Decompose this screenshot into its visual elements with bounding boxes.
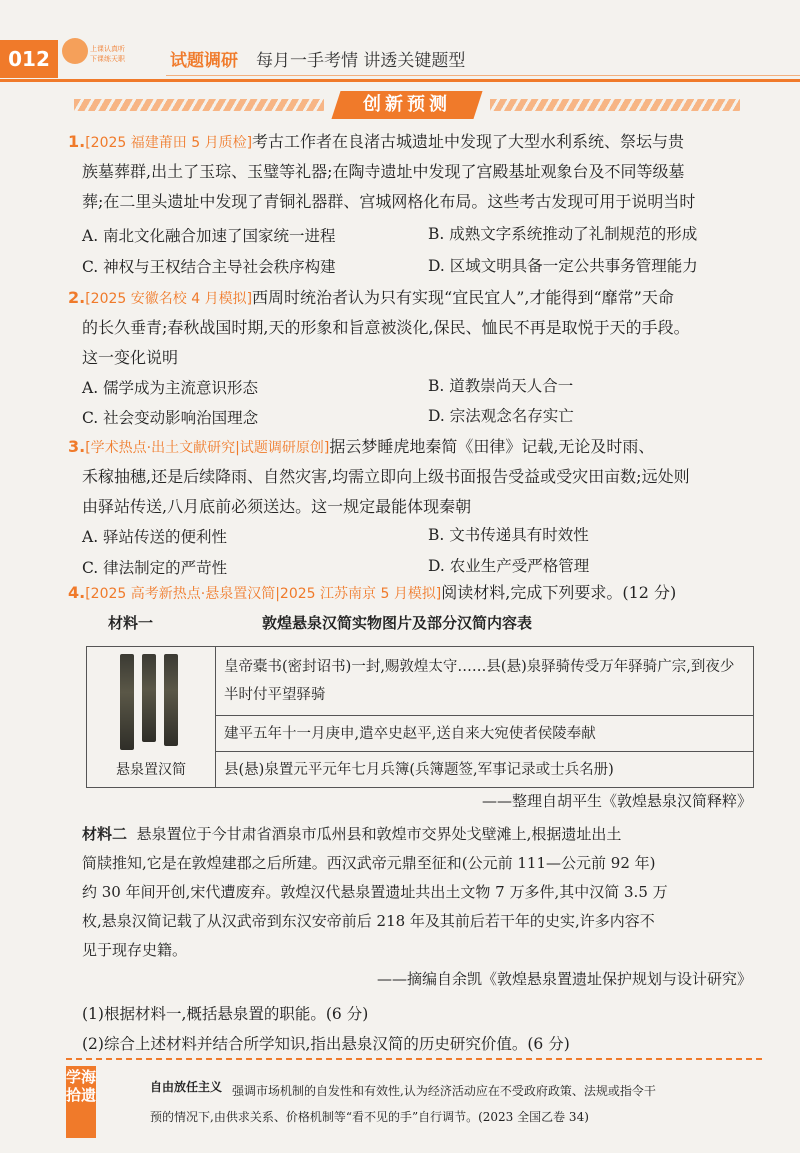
question-text: 的长久垂青;春秋战国时期,天的形象和旨意被淡化,保民、恤民不再是取悦于天的手段。 [82, 318, 690, 337]
question-source: [2025 安徽名校 4 月模拟] [85, 291, 253, 307]
question-text: 葬;在二里头遗址中发现了青铜礼器群、宫城网格化布局。这些考古发现可用于说明当时 [82, 192, 696, 211]
question-source: [2025 福建莆田 5 月质检] [85, 135, 253, 151]
table-cell: 县(悬)泉置元平元年七月兵簿(兵簿题签,军事记录或士兵名册) [216, 752, 754, 788]
material-2-credit: ——摘编自余凯《敦煌悬泉置遗址保护规划与设计研究》 [376, 970, 752, 988]
bamboo-slip [120, 654, 134, 750]
glossary-footer [0, 1058, 800, 1153]
option-b[interactable]: B. 道教崇尚天人合一 [428, 377, 574, 395]
question-number: 1. [68, 132, 86, 151]
material-2-text: 简牍推知,它是在敦煌建郡之后所建。西汉武帝元鼎至征和(公元前 111—公元前 92 年) [82, 854, 656, 872]
question-1-first-line [68, 127, 758, 158]
option-c[interactable]: C. 神权与王权结合主导社会秩序构建 [82, 258, 336, 276]
question-2-first-line [68, 283, 758, 314]
question-text: 由驿站传送,八月底前必须送达。这一规定最能体现秦朝 [82, 497, 472, 516]
section-banner [74, 91, 740, 119]
question-text: 阅读材料,完成下列要求。(12 分) [441, 583, 677, 602]
option-b[interactable]: B. 成熟文字系统推动了礼制规范的形成 [428, 225, 698, 243]
table-row [87, 647, 754, 716]
option-c[interactable]: C. 律法制定的严苛性 [82, 559, 228, 577]
material-1-title: 敦煌悬泉汉简实物图片及部分汉简内容表 [262, 614, 533, 632]
logo-tagline-2: 下课练天职 [90, 55, 125, 63]
material-2-text: 见于现存史籍。 [82, 941, 188, 959]
material-1-table [86, 646, 754, 788]
material-2-text: 枚,悬泉汉简记载了从汉武帝到东汉安帝前后 218 年及其前后若干年的史实,许多内容不 [82, 912, 655, 930]
footer-dashed-rule [66, 1058, 766, 1060]
material-2-text: 约 30 年间开创,宋代遭废弃。敦煌汉代悬泉置遗址共出土文物 7 万多件,其中汉简 3.5 万 [82, 883, 668, 901]
option-a[interactable]: A. 驿站传送的便利性 [82, 528, 228, 546]
material-1-credit: ——整理自胡平生《敦煌悬泉汉简释粹》 [481, 792, 752, 810]
header-thin-rule [166, 75, 800, 76]
sub-question-1: (1)根据材料一,概括悬泉置的职能。(6 分) [82, 1005, 369, 1023]
question-text: 族墓葬群,出土了玉琮、玉璧等礼器;在陶寺遗址中发现了宫殿基址观象台及不同等级墓 [82, 162, 685, 181]
bamboo-slips-image [116, 654, 186, 750]
option-a[interactable]: A. 儒学成为主流意识形态 [82, 379, 259, 397]
material-2-text: 悬泉置位于今甘肃省酒泉市瓜州县和敦煌市交界处戈壁滩上,根据遗址出土 [136, 825, 622, 843]
banner-title: 创新预测 [363, 94, 451, 115]
glossary-definition-cont: 预的情况下,由供求关系、价格机制等“看不见的手”自行调节。(2023 全国乙卷 34) [150, 1110, 589, 1124]
header-rule [0, 79, 800, 82]
question-source: [2025 高考新热点·悬泉置汉简|2025 江苏南京 5 月模拟] [85, 586, 442, 602]
logo-tagline-1: 上课认真听 [90, 45, 125, 53]
option-c[interactable]: C. 社会变动影响治国理念 [82, 409, 259, 427]
option-d[interactable]: D. 农业生产受严格管理 [428, 557, 590, 575]
image-cell [87, 647, 216, 788]
glossary-definition: 强调市场机制的自发性和有效性,认为经济活动应在不受政府政策、法规或指令干 [232, 1084, 656, 1098]
bamboo-slip [142, 654, 156, 742]
logo [62, 34, 162, 78]
option-b[interactable]: B. 文书传递具有时效性 [428, 526, 589, 544]
sub-question-2: (2)综合上述材料并结合所学知识,指出悬泉汉简的历史研究价值。(6 分) [82, 1035, 570, 1053]
page-number: 012 [0, 40, 58, 78]
question-4-first-line [68, 578, 758, 609]
glossary-term: 自由放任主义 [150, 1080, 223, 1094]
question-text: 这一变化说明 [82, 348, 179, 367]
material-2-first-line [82, 820, 621, 849]
option-a[interactable]: A. 南北文化融合加速了国家统一进程 [82, 227, 336, 245]
glossary-tab: 学海拾遗 [66, 1066, 96, 1138]
flower-icon [62, 38, 88, 64]
banner-stripes-right [490, 99, 740, 111]
material-1-label: 材料一 [108, 614, 154, 632]
image-caption: 悬泉置汉简 [116, 762, 186, 778]
logo-tagline [90, 44, 125, 64]
option-d[interactable]: D. 宗法观念名存实亡 [428, 407, 574, 425]
question-number: 4. [68, 583, 86, 602]
question-source: [学术热点·出土文献研究|试题调研原创] [85, 440, 330, 456]
section-title: 试题调研 [170, 51, 238, 71]
table-cell: 皇帝橐书(密封诏书)一封,赐敦煌太守……县(悬)泉驿骑传受万年驿骑广宗,到夜少半时付平望驿骑 [216, 647, 754, 716]
question-3-first-line [68, 432, 758, 463]
bamboo-slip [164, 654, 178, 746]
question-text: 据云梦睡虎地秦简《田律》记载,无论及时雨、 [329, 437, 655, 456]
material-2-label: 材料二 [82, 825, 128, 843]
table-cell: 建平五年十一月庚申,遣卒史赵平,送自来大宛使者侯陵奉献 [216, 716, 754, 752]
option-d[interactable]: D. 区域文明具备一定公共事务管理能力 [428, 257, 698, 275]
question-text: 禾稼抽穗,还是后续降雨、自然灾害,均需立即向上级书面报告受益或受灾田亩数;远处则 [82, 467, 690, 486]
question-text: 西周时统治者认为只有实现“宜民宜人”,才能得到“靡常”天命 [252, 288, 674, 307]
question-text: 考古工作者在良渚古城遗址中发现了大型水利系统、祭坛与贵 [252, 132, 685, 151]
question-number: 3. [68, 437, 86, 456]
banner-stripes-left [74, 99, 324, 111]
section-slogan: 每月一手考情 讲透关键题型 [256, 51, 466, 71]
page-header [0, 0, 800, 82]
question-number: 2. [68, 288, 86, 307]
